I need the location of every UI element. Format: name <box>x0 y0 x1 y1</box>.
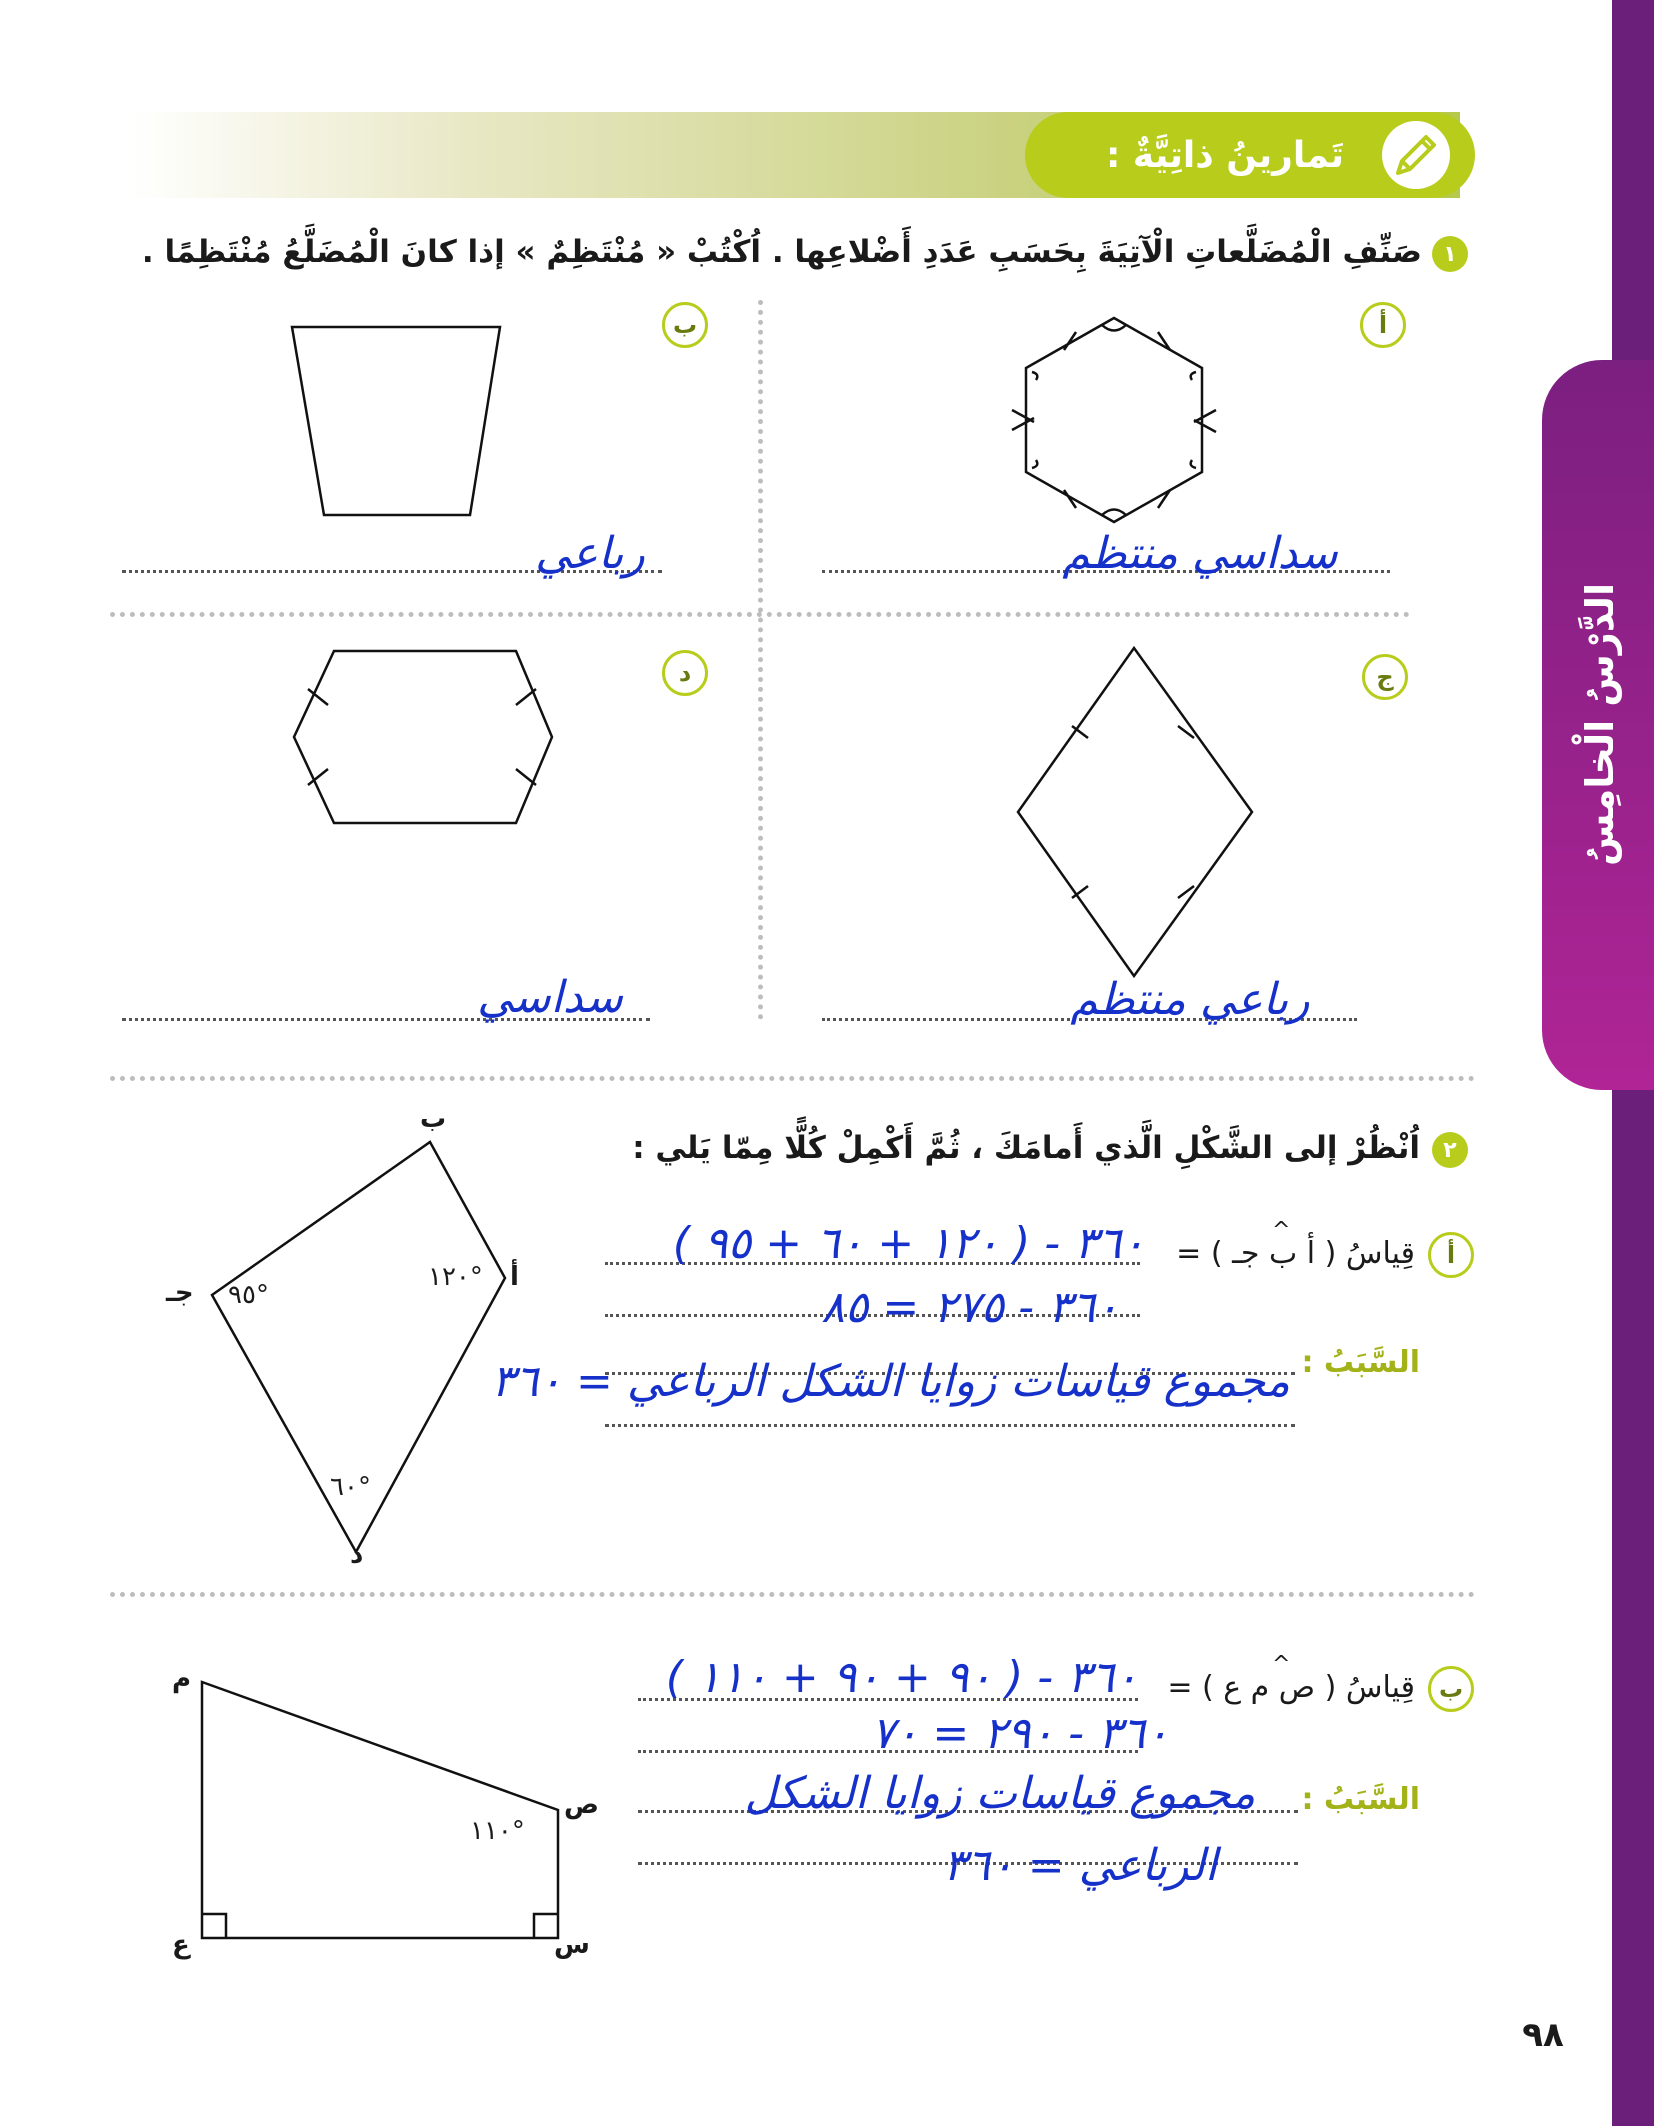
part-b-line2: ٣٦٠ - ٢٩٠ = ٧٠ <box>871 1708 1169 1759</box>
page-number: ٩٨ <box>1522 2015 1564 2055</box>
section-separator-1 <box>110 1076 1475 1081</box>
kite-vertex-c: جـ <box>166 1278 194 1308</box>
part-b-reason-label: السَّبَبُ : <box>1301 1782 1420 1817</box>
trap-vertex-sin: س <box>554 1930 590 1960</box>
part-a-reason-label: السَّبَبُ : <box>1301 1345 1420 1380</box>
trap-vertex-s: ص <box>564 1790 599 1820</box>
angle-hat-icon: ^ <box>1272 1652 1291 1677</box>
hexagon-figure <box>290 645 560 830</box>
trap-vertex-m: م <box>172 1664 192 1694</box>
section-separator-2 <box>110 1592 1475 1597</box>
trap-angle-s: ١١٠° <box>470 1816 525 1846</box>
item-a-badge: أ <box>1360 302 1406 348</box>
q2-text: اُنْظُرْ إلى الشَّكْلِ الَّذي أَمامَكَ ، ثُمَّ أَكْمِلْ كُلًّا مِمّا يَلي : <box>632 1130 1420 1166</box>
q1-text: صَنِّفِ الْمُضَلَّعاتِ الْآتِيَةَ بِحَسَبِ عَدَدِ أَضْلاعِها . اُكْتُبْ « مُنْتَظِمٌ » إذا كانَ الْمُضَلَّعُ مُنْتَظِمًا . <box>141 234 1422 270</box>
item-c-badge: ج <box>1362 654 1408 700</box>
kite-angle-c: ٩٥° <box>228 1280 269 1310</box>
q2-number-badge: ٢ <box>1432 1132 1468 1168</box>
item-b-badge: ب <box>662 302 708 348</box>
kite-angle-d: ٦٠° <box>330 1472 371 1502</box>
item-a-answer: سداسي منتظم <box>1062 528 1338 579</box>
item-d-answer: سداسي <box>477 972 623 1023</box>
item-d-badge: د <box>662 650 708 696</box>
part-a-badge: أ <box>1428 1232 1474 1278</box>
part-a-reason: مجموع قياسات زوايا الشكل الرباعي = ٣٦٠ <box>491 1356 1290 1407</box>
regular-hexagon-figure <box>1000 310 1240 530</box>
kite-vertex-d: د <box>350 1540 364 1570</box>
item-b-answer: رباعي <box>535 528 645 579</box>
angle-hat-icon: ^ <box>1272 1218 1291 1243</box>
item-c-answer: رباعي منتظم <box>1070 974 1310 1025</box>
part-b-badge: ب <box>1428 1666 1474 1712</box>
kite-vertex-b: ب <box>420 1104 447 1134</box>
pencil-icon <box>1380 119 1452 191</box>
kite-angle-a: ١٢٠° <box>428 1262 483 1292</box>
part-a-line2: ٣٦٠ - ٢٧٥ = ٨٥ <box>821 1282 1119 1333</box>
trap-vertex-ain: ع <box>172 1930 190 1960</box>
part-a-line1: ٣٦٠ - ( ١٢٠ + ٦٠ + ٩٥ ) <box>672 1218 1145 1269</box>
part-b-reason-line1: مجموع قياسات زوايا الشكل <box>744 1768 1256 1819</box>
grid-horizontal-separator <box>110 612 1410 617</box>
part-b-line1: ٣٦٠ - ( ٩٠ + ٩٠ + ١١٠ ) <box>665 1652 1138 1703</box>
part-b-reason-line2: الرباعي = ٣٦٠ <box>942 1840 1218 1891</box>
kite-vertex-a: ﺃ <box>510 1262 519 1292</box>
part-a-label: قِياسُ ( ﺃ ب جـ ) = <box>1176 1236 1415 1271</box>
grid-vertical-separator <box>758 300 763 1020</box>
rhombus-figure <box>1008 642 1258 982</box>
q1-number-badge: ١ <box>1432 236 1468 272</box>
chapter-label: الدَّرْسُ الْخامِسُ <box>1578 583 1622 867</box>
header-title: تَمارينُ ذاتِيَّةٌ : <box>1105 134 1345 176</box>
part-b-label: قِياسُ ( ص م ع ) = <box>1167 1670 1415 1705</box>
part-a-reason-dots-2 <box>605 1424 1295 1427</box>
trapezoid-right-figure <box>170 1650 590 1950</box>
trapezoid-figure <box>280 315 520 525</box>
